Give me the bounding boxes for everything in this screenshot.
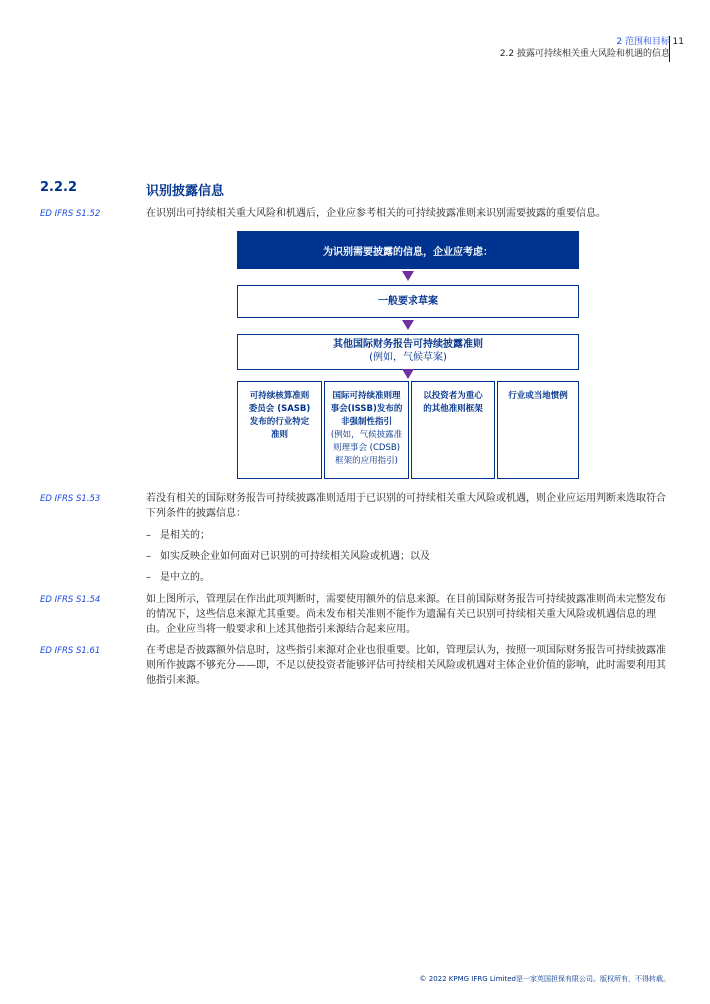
list-item <box>146 549 430 564</box>
column-line: 的其他准则框架 <box>423 404 483 414</box>
column-line: 国际可持续准则理 <box>332 391 401 401</box>
bullet-mark: – <box>146 572 151 583</box>
column-line: 发布的行业特定 <box>249 417 310 427</box>
column-line: 准则 <box>270 430 288 440</box>
diagram-box-subtitle: (例如，气候草案) <box>369 352 447 363</box>
page-header <box>499 36 684 60</box>
column-line: 框架的应用指引) <box>335 456 398 466</box>
ref-label: ED IFRS S1.52 <box>40 209 101 219</box>
column-line: 则理事会 (CDSB) <box>332 443 401 453</box>
column-line: (例如，气候披露准 <box>330 430 403 440</box>
column-line: 委员会 (SASB) <box>248 404 311 414</box>
ref-label: ED IFRS S1.53 <box>40 494 101 504</box>
header-subsection: 2.2 披露可持续相关重大风险和机遇的信息 <box>499 49 670 59</box>
section-title: 识别披露信息 <box>146 184 225 199</box>
ref-label: ED IFRS S1.61 <box>40 646 101 656</box>
diagram-box-other-standards <box>237 334 579 370</box>
paragraph: 若没有相关的国际财务报告可持续披露准则适用于已识别的可持续相关重大风险或机遇，则企业应运用判断来选取符合下列条件的披露信息： <box>146 493 666 519</box>
list-item <box>146 570 210 585</box>
section-number: 2.2.2 <box>40 180 78 195</box>
list-item-text: 如实反映企业如何面对已识别的可持续相关风险或机遇；以及 <box>160 551 430 562</box>
diagram-box-title: 其他国际财务报告可持续披露准则 <box>333 339 483 350</box>
ref-label: ED IFRS S1.54 <box>40 595 101 605</box>
column-line: 事会(ISSB)发布的 <box>330 404 403 414</box>
paragraph: 在识别出可持续相关重大风险和机遇后，企业应参考相关的可持续披露准则来识别需要披露的重要信息。 <box>146 208 606 219</box>
diagram-column-sasb <box>237 381 322 479</box>
diagram-column-issb <box>324 381 409 479</box>
arrow-down-icon <box>402 369 414 379</box>
diagram-column-investor <box>411 381 495 479</box>
arrow-down-icon <box>402 320 414 330</box>
page-footer: © 2022 KPMG IFRG Limited是一家英国担保有限公司。版权所有，不得转载。 <box>419 975 670 983</box>
paragraph: 如上图所示，管理层在作出此项判断时，需要使用额外的信息来源。在目前国际财务报告可持续披露准则尚未完整发布的情况下，这些信息来源尤其重要。尚未发布相关准则不能作为遗漏有关已识别可持续相关重大风险或机遇信息的理由。企业应当将一般要求和上述其他指引来源结合起来应用。 <box>146 594 666 635</box>
diagram-header: 为识别需要披露的信息，企业应考虑： <box>237 231 579 269</box>
page-number: 11 <box>669 36 684 62</box>
list-item-text: 是相关的； <box>160 530 210 541</box>
header-section: 2 范围和目标 <box>616 37 670 47</box>
column-line: 非强制性指引 <box>340 417 392 427</box>
bullet-mark: – <box>146 551 151 562</box>
column-line: 可持续核算准则 <box>249 391 310 401</box>
list-item-text: 是中立的。 <box>160 572 210 583</box>
bullet-mark: – <box>146 530 151 541</box>
diagram-column-industry <box>497 381 579 479</box>
list-item <box>146 528 210 543</box>
diagram-box-general: 一般要求草案 <box>237 285 579 318</box>
paragraph: 在考虑是否披露额外信息时，这些指引来源对企业也很重要。比如，管理层认为，按照一项国际财务报告可持续披露准则所作披露不够充分——即，不足以使投资者能够评估可持续相关风险或机遇对主体企业价值的影响，此时需要利用其他指引来源。 <box>146 645 666 686</box>
column-line: 以投资者为重心 <box>423 391 483 401</box>
column-line: 行业或当地惯例 <box>508 391 568 401</box>
arrow-down-icon <box>402 271 414 281</box>
